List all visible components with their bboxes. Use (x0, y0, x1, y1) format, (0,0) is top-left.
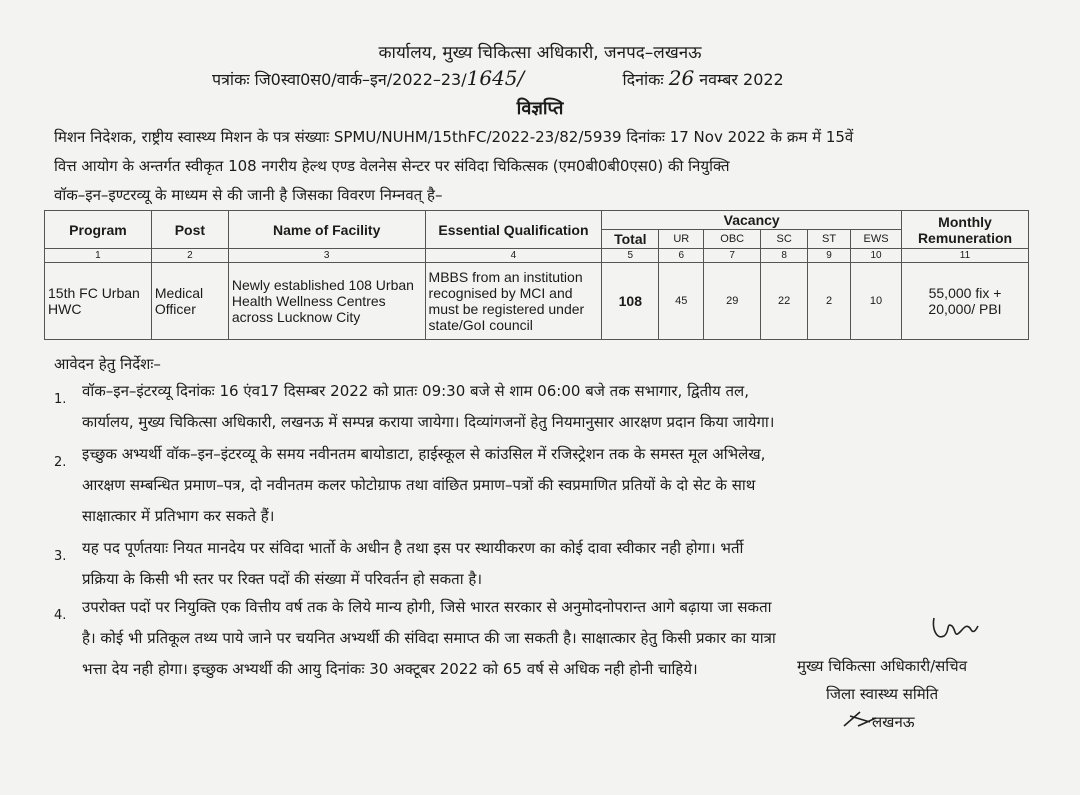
item-line: उपरोक्त पदों पर नियुक्ति एक वित्तीय वर्ष तक के लिये मान्य होगी, जिसे भारत सरकार से अनुमोदनोपरान्त आगे बढ़ाया जा सकता (82, 598, 772, 616)
cell-qualification: MBBS from an institution recognised by MCI and must be registered under state/GoI council (425, 263, 602, 340)
item-number: 4. (54, 608, 67, 623)
header-st: ST (808, 230, 851, 249)
notice-title: विज्ञप्ति (516, 98, 564, 119)
signatory-designation: मुख्य चिकित्सा अधिकारी/सचिव (797, 657, 968, 675)
col-no: 7 (704, 249, 761, 263)
intro-line-3: वॉक–इन–इण्टरव्यू के माध्यम से की जानी है जिसका विवरण निम्नवत् है– (54, 186, 443, 204)
cell-st: 2 (808, 263, 851, 340)
item-line: साक्षात्कार में प्रतिभाग कर सकते हैं। (82, 507, 275, 525)
intro-line-2: वित्त आयोग के अन्तर्गत स्वीकृत 108 नगरीय हेल्थ एण्ड वेलनेस सेन्टर पर संविदा चिकित्सक (एम0बी0बी0एस0) की नियुक्ति (54, 157, 730, 175)
item-line: भत्ता देय नही होगा। इच्छुक अभ्यर्थी की आयु दिनांकः 30 अक्टूबर 2022 को 65 वर्ष से अधिक नही होनी चाहिये। (82, 660, 698, 678)
instruction-item-3 (54, 533, 1030, 595)
header-total: Total (602, 230, 659, 249)
signatory-committee: जिला स्वास्थ्य समिति (826, 685, 939, 703)
cell-sc: 22 (761, 263, 808, 340)
signatory-city: लखनऊ (872, 713, 915, 731)
date-day-handwritten: 26 (668, 66, 695, 90)
signature-mark (930, 614, 980, 644)
item-line: वॉक–इन–इंटरव्यू दिनांकः 16 एंव17 दिसम्बर 2022 को प्रातः 09:30 बजे से शाम 06:00 बजे तक सभागार, द्वितीय तल, (82, 382, 749, 400)
header-sc: SC (761, 230, 808, 249)
header-ews: EWS (851, 230, 902, 249)
cell-ews: 10 (851, 263, 902, 340)
col-no: 9 (808, 249, 851, 263)
header-facility: Name of Facility (228, 211, 425, 249)
item-line: है। कोई भी प्रतिकूल तथ्य पाये जाने पर चयनित अभ्यर्थी की संविदा समाप्त की जा सकती है। साक्षात्कार हेतु किसी प्रकार का यात्रा (82, 629, 776, 647)
item-number: 3. (54, 549, 67, 564)
instruction-item-2 (54, 439, 1030, 532)
col-no: 3 (228, 249, 425, 263)
header-vacancy: Vacancy (602, 211, 902, 230)
col-no: 11 (902, 249, 1029, 263)
cell-program: 15th FC Urban HWC (45, 263, 152, 340)
vacancy-table (44, 210, 1029, 340)
reference-line (212, 66, 932, 90)
header-obc: OBC (704, 230, 761, 249)
intro-paragraph (54, 123, 1029, 210)
item-number: 1. (54, 392, 67, 407)
cell-total: 108 (602, 263, 659, 340)
item-line: यह पद पूर्णतयाः नियत मानदेय पर संविदा भार्तो के अधीन है तथा इस पर स्थायीकरण का कोई दावा स्वीकार नही होगा। भर्ती (82, 539, 744, 557)
date-rest: नवम्बर 2022 (699, 70, 784, 89)
cell-facility: Newly established 108 Urban Health Wellness Centres across Lucknow City (228, 263, 425, 340)
instruction-item-1 (54, 376, 1030, 438)
column-number-row (45, 249, 1029, 263)
col-no: 10 (851, 249, 902, 263)
office-heading: कार्यालय, मुख्य चिकित्सा अधिकारी, जनपद–लखनऊ (378, 43, 702, 63)
header-post: Post (151, 211, 228, 249)
col-no: 1 (45, 249, 152, 263)
ref-number-handwritten: 1645/ (466, 66, 525, 90)
cell-post: Medical Officer (151, 263, 228, 340)
table-row (45, 263, 1029, 340)
cell-remuneration: 55,000 fix + 20,000/ PBI (902, 263, 1029, 340)
item-line: आरक्षण सम्बन्धित प्रमाण–पत्र, दो नवीनतम कलर फोटोग्राफ तथा वांछित प्रमाण–पत्रों की स्वप्रमाणित प्रतियों के दो सेट के साथ (82, 476, 756, 494)
intro-line-1: मिशन निदेशक, राष्ट्रीय स्वास्थ्य मिशन के पत्र संख्याः SPMU/NUHM/15thFC/2022-23/82/5939 दिनांकः 17 Nov 2022 के क्रम में 15वें (54, 128, 854, 146)
item-line: इच्छुक अभ्यर्थी वॉक–इन–इंटरव्यू के समय नवीनतम बायोडाटा, हाईस्कूल से कांउसिल में रजिस्ट्रेशन तक के समस्त मूल अभिलेख, (82, 445, 766, 463)
header-program: Program (45, 211, 152, 249)
col-no: 5 (602, 249, 659, 263)
cell-obc: 29 (704, 263, 761, 340)
header-remuneration: Monthly Remuneration (902, 211, 1029, 249)
col-no: 6 (659, 249, 704, 263)
col-no: 4 (425, 249, 602, 263)
item-line: कार्यालय, मुख्य चिकित्सा अधिकारी, लखनऊ में सम्पन्न कराया जायेगा। दिव्यांगजनों हेतु नियमानुसार आरक्षण प्रदान किया जायेगा। (82, 413, 775, 431)
col-no: 2 (151, 249, 228, 263)
header-qualification: Essential Qualification (425, 211, 602, 249)
col-no: 8 (761, 249, 808, 263)
date-label: दिनांकः (622, 70, 664, 89)
header-ur: UR (659, 230, 704, 249)
ref-label: पत्रांकः जि0स्वा0स0/वार्क–इन/2022–23/ (212, 70, 467, 89)
instructions-heading: आवेदन हेतु निर्देशः– (54, 355, 161, 373)
item-line: प्रक्रिया के किसी भी स्तर पर रिक्त पदों की संख्या में परिवर्तन हो सकता है। (82, 570, 483, 588)
item-number: 2. (54, 455, 67, 470)
cell-ur: 45 (659, 263, 704, 340)
